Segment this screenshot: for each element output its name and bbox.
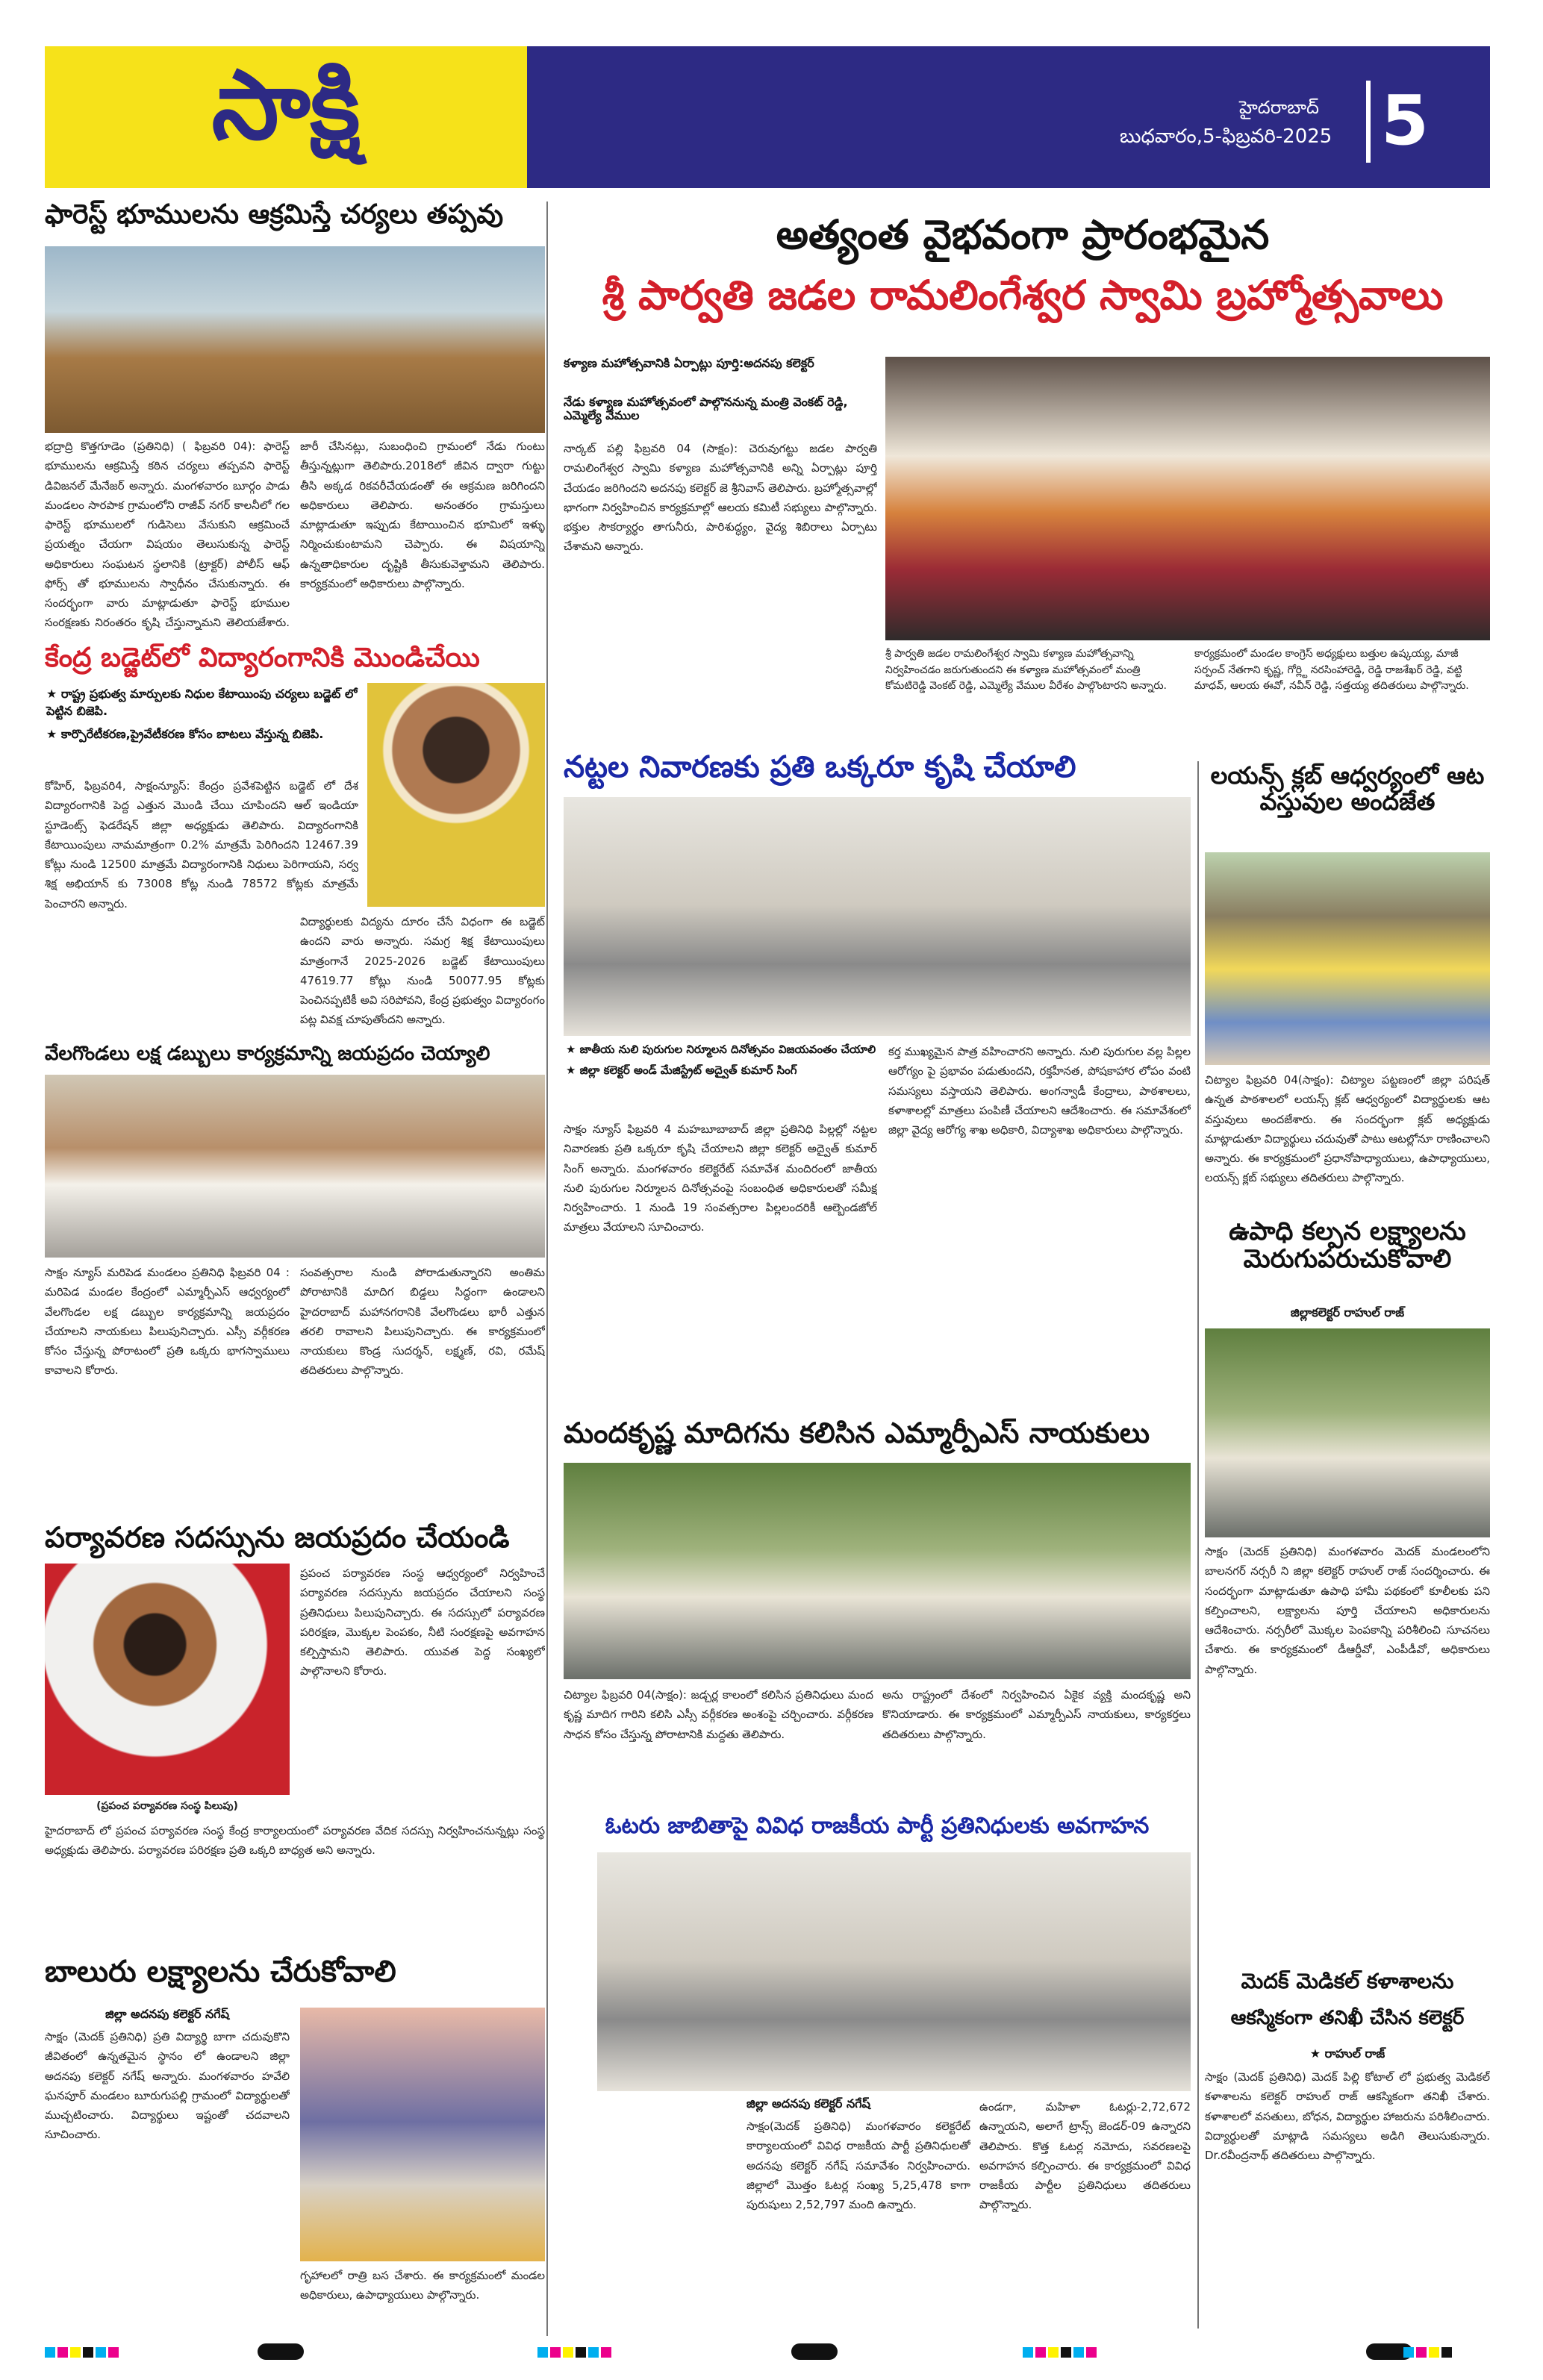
voters-body-left: సాక్షం(మెదక్ ప్రతినిధి) మంగళవారం కలెక్టరేట్ కార్యాలయంలో వివిధ రాజకీయ పార్టీ ప్రతినిధులతో అదనపు కలెక్టర్ నగేష్ సమావేశం నిర్వహించారు. జిల్లాలో మొత్తం ఓటర్ల సంఖ్య 5,25,478 కాగా పురుషులు 2,52,797 మంది ఉన్నారు. xyxy=(746,2120,970,2211)
velagonda-body-left: సాక్షం న్యూస్ మరిపెడ మండలం ప్రతినిధి ఫిబ్రవరి 04 : మరిపెడ మండల కేంద్రంలో ఎమ్మార్పీఎస్ ఆధ్వర్యంలో వేలగొండల లక్ష డబ్బుల కార్యక్రమాన్ని జయప్రదం చేయాలని నాయకులు పిలుపునిచ్చారు. ఎస్సీ వర్గీకరణ కోసం చేస్తున్న పోరాటంలో ప్రతి ఒక్కరు భాగస్వాములు కావాలని కోరారు. xyxy=(45,1266,290,1378)
temple-headline-line1: అత్యంత వైభవంగా ప్రారంభమైన xyxy=(776,211,1270,258)
upadhi-subhead: జిల్లాకలెక్టర్ రాహుల్ రాజ్ xyxy=(1290,1305,1405,1319)
temple-subhead-1: కళ్యాణ మహోత్సవానికి ఏర్పాట్లు పూర్తి:అదనపు కలెక్టర్ xyxy=(564,356,814,370)
medak-headline: మెదక్ మెడికల్ కళాశాలను xyxy=(1241,1969,1454,1993)
masthead-logo xyxy=(45,46,527,188)
voters-photo xyxy=(597,1852,1191,2091)
medak-body: సాక్షం (మెదక్ ప్రతినిధి) మెదక్ పిల్లి కోటాల్ లో ప్రభుత్వ మెడికల్ కళాశాలను కలెక్టర్ రాహుల్ రాజ్ ఆకస్మికంగా తనిఖీ చేశారు. కళాశాలలో వసతులు, బోధన, విద్యార్థుల హాజరును పరిశీలించారు. విద్యార్థులతో మాట్లాడి సమస్యలు అడిగి తెలుసుకున్నారు. Dr.రవీంద్రనాథ్ తదితరులు పాల్గొన్నారు. xyxy=(1205,2070,1490,2162)
color-registration-mark xyxy=(1023,2347,1097,2358)
balalu-headline: బాలురు లక్ష్యాలను చేరుకోవాలి xyxy=(45,1955,396,1989)
lions-headline: లయన్స్ క్లబ్ ఆధ్వర్యంలో ఆట వస్తువుల అందజేత xyxy=(1210,761,1485,816)
lions-body: చిట్యాల ఫిబ్రవరి 04(సాక్షం): చిట్యాల పట్టణంలో జిల్లా పరిషత్ ఉన్నత పాఠశాలలో లయన్స్ క్లబ్ ఆధ్వర్యంలో విద్యార్థులకు ఆట వస్తువులు అందజేశారు. ఈ సందర్భంగా క్లబ్ అధ్యక్షుడు మాట్లాడుతూ విద్యార్థులు చదువుతో పాటు ఆటల్లోనూ రాణించాలని అన్నారు. ఈ కార్యక్రమంలో ప్రధానోపాధ్యాయులు, ఉపాధ్యాయులు, లయన్స్ క్లబ్ సభ్యులు తదితరులు పాల్గొన్నారు. xyxy=(1205,1073,1490,1185)
nattala-bullet: ★ జిల్లా కలెక్టర్ అండ్ మేజిస్ట్రేట్ అద్వైత్ కుమార్ సింగ్ xyxy=(566,1063,797,1077)
forest-body-right: జారీ చేసినట్లు, సుబంధించి గ్రామంలో నేడు గుంటు తీస్తున్నట్లుగా తెలిపారు.2018లో జీవిన ద్వారా గుట్టు తీసి అక్కడ రికవరీచేయడంతో ఈ ఆక్రమణ జరిగిందని అధికారులు తెలిపారు. అనంతరం గ్రామస్తులు మాట్లాడుతూ ఇప్పుడు కేటాయించిన భూమిలో ఇళ్ళు నిర్మించుకుంటామని చెప్పారు. ఈ విషయాన్ని ఉన్నతాధికారుల దృష్టికి తీసుకువెళ్తామని తెలిపారు. కార్యక్రమంలో అధికారులు పాల్గొన్నారు. xyxy=(300,440,545,590)
upadhi-body: సాక్షం (మెదక్ ప్రతినిధి) మంగళవారం మెదక్ మండలంలోని బాలనగర్ నర్సరీ ని జిల్లా కలెక్టర్ రాహుల్ రాజ్ సందర్శించారు. ఈ సందర్భంగా మాట్లాడుతూ ఉపాధి హామీ పథకంలో కూలీలకు పని కల్పించాలని, లక్ష్యాలను పూర్తి చేయాలని అధికారులను ఆదేశించారు. నర్సరీలో మొక్కల పెంపకాన్ని పరిశీలించి సూచనలు చేశారు. ఈ కార్యక్రమంలో డీఆర్డీవో, ఎంపీడీవో, అధికారులు పాల్గొన్నారు. xyxy=(1205,1545,1490,1676)
environment-headline: పర్యావరణ సదస్సును జయప్రదం చేయండి xyxy=(45,1521,510,1554)
temple-body: నార్కట్ పల్లి ఫిబ్రవరి 04 (సాక్షం): చెరువుగట్టు జడల పార్వతి రామలింగేశ్వర స్వామి కళ్యాణ మహోత్సవానికి అన్ని ఏర్పాట్లు పూర్తి చేయడం జరిగిందని అదనపు కలెక్టర్ జె శ్రీనివాస్ తెలిపారు. బ్రహ్మోత్సవాల్లో భాగంగా నిర్వహించిన కార్యక్రమాల్లో ఆలయ కమిటీ సభ్యులు పాల్గొన్నారు. భక్తుల సౌకర్యార్థం తాగునీరు, పారిశుద్ధ్యం, వైద్య శిబిరాలు ఏర్పాటు చేశామని అన్నారు. xyxy=(564,442,877,554)
forest-body-left: భద్రాద్రి కొత్తగూడెం (ప్రతినిధి) ( ఫిబ్రవరి 04): ఫారెస్ట్ భూములను ఆక్రమిస్తే కఠిన చర్యలు తప్పవని ఫారెస్ట్ డివిజనల్ మేనేజర్ అన్నారు. మంగళవారం బూర్గం పాడు మండలం సారపాక గ్రామంలోని రాజీవ్ నగర్ కాలనీలో గల ఫారెస్ట్ భూములలో గుడిసెలు వేసుకుని ఆక్రమించే ప్రయత్నం చేయగా విషయం తెలుసుకున్న ఫారెస్ట్ అధికారులు సంఘటన స్థలానికి (ట్రాక్టర్) పోలీస్ ఆఫ్ ఫోర్స్ తో భూములను స్వాధీనం చేసుకున్నారు. ఈ సందర్భంగా వారు మాట్లాడుతూ ఫారెస్ట్ భూముల సంరక్షణకు నిరంతరం కృషి చేస్తున్నామని తెలియజేశారు. xyxy=(45,440,290,630)
manda-body-right: అను రాష్ట్రంలో దేశంలో నిర్వహించిన ఏకైక వ్యక్తి మందకృష్ణ అని కొనియాడారు. ఈ కార్యక్రమంలో ఎమ్మార్పీఎస్ నాయకులు, కార్యకర్తలు తదితరులు పాల్గొన్నారు. xyxy=(882,1688,1191,1741)
nattala-bullet: ★ జాతీయ నులి పురుగుల నిర్మూలన దినోత్సవం విజయవంతం చేయాలి xyxy=(566,1043,876,1056)
velagonda-headline: వేలగొండలు లక్ష డబ్బులు కార్యక్రమాన్ని జయప్రదం చెయ్యాలి xyxy=(45,1043,490,1065)
budget-bullets xyxy=(46,685,360,743)
forest-headline: ఫారెస్ట్ భూములను ఆక్రమిస్తే చర్యలు తప్పవు xyxy=(45,199,504,230)
upadhi-photo xyxy=(1205,1328,1490,1537)
manda-body-left: చిట్యాల ఫిబ్రవరి 04(సాక్షం): జడ్చర్ల కాలంలో కలిసిన ప్రతినిధులు మంద కృష్ణ మాదిగ గారిని కలిసి ఎస్సీ వర్గీకరణ అంశంపై చర్చించారు. వర్గీకరణ సాధన కోసం చేస్తున్న పోరాటానికి మద్దతు తెలిపారు. xyxy=(564,1688,873,1741)
balalu-body-right: గృహాలలో రాత్రి బస చేశారు. ఈ కార్యక్రమంలో మండల అధికారులు, ఉపాధ్యాయులు పాల్గొన్నారు. xyxy=(300,2269,545,2302)
environment-photo xyxy=(45,1564,290,1795)
registration-oval xyxy=(791,2343,838,2360)
environment-photo-caption: (ప్రపంచ పర్యావరణ సంస్థ పిలుపు) xyxy=(96,1800,238,1812)
nattala-bullets xyxy=(566,1042,887,1079)
velagonda-body-right: సంవత్సరాల నుండి పోరాడుతున్నారని అంతిమ పోరాటానికి మాదిగ బిడ్డలు సిద్ధంగా ఉండాలని హైదరాబాద్ మహానగరానికి వేలగొండలు భారీ ఎత్తున తరలి రావాలని పిలుపునిచ్చారు. ఈ కార్యక్రమంలో నాయకులు కొండ్ర సుదర్శన్, లక్ష్మణ్, రవి, రమేష్ తదితరులు పాల్గొన్నారు. xyxy=(300,1266,545,1378)
velagonda-photo xyxy=(45,1075,545,1258)
edition-date: బుధవారం,5-ఫిబ్రవరి-2025 xyxy=(1120,125,1332,148)
budget-bullet: ★ రాష్ట్ర ప్రభుత్వ మార్పులకు నిధుల కేటాయింపు చర్యలు బడ్జెట్ లో పెట్టిన బిజెపి. xyxy=(46,687,358,719)
nattala-headline: నట్టల నివారణకు ప్రతి ఒక్కరూ కృషి చేయాలి xyxy=(564,750,1076,784)
masthead-band xyxy=(527,46,1490,188)
budget-headline: కేంద్ర బడ్జెట్‌లో విద్యారంగానికి మొండిచేయి xyxy=(45,643,480,673)
nattala-body-right: కర్త ముఖ్యమైన పాత్ర వహించారని అన్నారు. నులి పురుగుల వల్ల పిల్లల ఆరోగ్యం పై ప్రభావం పడుతుందని, రక్తహీనత, పోషకాహార లోపం వంటి సమస్యలు వస్తాయని తెలిపారు. అంగన్వాడీ కేంద్రాలు, పాఠశాలలు, కళాశాలల్లో మాత్రలు పంపిణీ చేయాలని ఆదేశించారు. ఈ సమావేశంలో జిల్లా వైద్య ఆరోగ్య శాఖ అధికారి, విద్యాశాఖ అధికారులు పాల్గొన్నారు. xyxy=(888,1045,1191,1137)
edition-city: హైదరాబాద్ xyxy=(1239,97,1319,118)
balalu-body-left: సాక్షం (మెదక్ ప్రతినిధి) ప్రతి విద్యార్థి బాగా చదువుకొని జీవితంలో ఉన్నతమైన స్థానం లో ఉండాలని జిల్లా అదనపు కలెక్టర్ నగేష్ అన్నారు. మంగళవారం హవేలి ఘనపూర్ మండలం బూరుగుపల్లి గ్రామంలో విద్యార్థులతో ముచ్చటించారు. విద్యార్థులు ఇష్టంతో చదవాలని సూచించారు. xyxy=(45,2030,290,2142)
medak-headline-2: ఆకస్మికంగా తనిఖీ చేసిన కలెక్టర్ xyxy=(1230,2007,1465,2029)
page-number-divider xyxy=(1366,81,1371,163)
temple-headline-line2: శ్రీ పార్వతి జడల రామలింగేశ్వర స్వామి బ్రహ్మోత్సవాలు xyxy=(602,272,1444,319)
newspaper-title: సాక్షి xyxy=(211,50,361,161)
temple-photo-caption: శ్రీ పార్వతి జడల రామలింగేశ్వర స్వామి కళ్యాణ మహోత్సవాన్ని నిర్వహించడం జరుగుతుందని ఈ కళ్యాణ మహోత్సవంలో మంత్రి కోమటిరెడ్డి వెంకట్ రెడ్డి, ఎమ్మెల్యే వేముల వీరేశం పాల్గొంటారని అన్నారు. xyxy=(885,648,1168,693)
color-registration-mark xyxy=(537,2347,611,2358)
budget-portrait xyxy=(367,683,545,907)
environment-body-bottom: హైదరాబాద్ లో ప్రపంచ పర్యావరణ సంస్థ కేంద్ర కార్యాలయంలో పర్యావరణ వేదిక సదస్సు నిర్వహించనున్నట్లు సంస్థ అధ్యక్షుడు తెలిపారు. పర్యావరణ పరిరక్షణ ప్రతి ఒక్కరి బాధ్యత అని అన్నారు. xyxy=(45,1824,545,1858)
color-registration-mark xyxy=(45,2347,119,2358)
budget-body: కోహిర్, ఫిబ్రవరి4, సాక్షంన్యూస్: కేంద్రం ప్రవేశపెట్టిన బడ్జెట్ లో దేశ విద్యారంగానికి పెద్ద ఎత్తున మొండి చేయి చూపిందని ఆల్ ఇండియా స్టూడెంట్స్ ఫెడరేషన్ జిల్లా అధ్యక్షుడు తెలిపారు. విద్యారంగానికి కేటాయింపులు నామమాత్రంగా 0.2% మాత్రమే పెరిగిందని 12467.39 కోట్లు నుండి 12500 మాత్రమే విద్యారంగానికి నిధులు పెరిగాయని, సర్వ శిక్ష అభియాన్ కు 73008 కోట్ల నుండి 78572 కోట్లకు మాత్రమే పెంచారని అన్నారు. xyxy=(45,779,358,911)
color-registration-mark xyxy=(1403,2347,1452,2358)
column-divider xyxy=(1197,761,1199,2329)
column-divider xyxy=(546,202,548,2336)
lions-photo xyxy=(1205,852,1490,1065)
voters-subhead: జిల్లా అదనపు కలెక్టర్ నగేష్ xyxy=(746,2096,870,2111)
budget-body-2: విద్యార్థులకు విద్యను దూరం చేసే విధంగా ఈ బడ్జెట్ ఉందని వారు అన్నారు. సమగ్ర శిక్ష కేటాయింపులు మాత్రంగానే 2025-2026 బడ్జెట్ కేటాయింపులు 47619.77 కోట్లు నుండి 50077.95 కోట్లకు పెంచినప్పటికీ అవి సరిపోవని, కేంద్ర ప్రభుత్వం విద్యారంగం పట్ల వివక్ష చూపుతోందని అన్నారు. xyxy=(300,915,545,1027)
balalu-photo xyxy=(300,2008,545,2261)
voters-headline: ఓటరు జాబితాపై వివిధ రాజకీయ పార్టీ ప్రతినిధులకు అవగాహన xyxy=(605,1813,1150,1839)
nattala-body-left: సాక్షం న్యూస్ ఫిబ్రవరి 4 మహబూబాబాద్ జిల్లా ప్రతినిధి పిల్లల్లో నట్టల నివారణకు ప్రతి ఒక్కరూ కృషి చేయాలని జిల్లా కలెక్టర్ అద్వైత్ కుమార్ సింగ్ అన్నారు. మంగళవారం కలెక్టరేట్ సమావేశ మందిరంలో జాతీయ నులి పురుగుల నిర్మూలన దినోత్సవంపై సంబంధిత అధికారులతో సమీక్ష నిర్వహించారు. 1 నుండి 19 సంవత్సరాల పిల్లలందరికీ ఆల్బెండజోల్ మాత్రలు వేయాలని సూచించారు. xyxy=(564,1122,877,1234)
balalu-subhead: జిల్లా అదనపు కలెక్టర్ నగేష్ xyxy=(105,2007,229,2021)
manda-headline: మందకృష్ణ మాదిగను కలిసిన ఎమ్మార్పీఎస్ నాయకులు xyxy=(564,1417,1150,1449)
manda-photo xyxy=(564,1463,1191,1679)
page-number: 5 xyxy=(1381,81,1430,160)
registration-oval xyxy=(258,2343,304,2360)
medak-bullet: ★ రాహుల్ రాజ్ xyxy=(1309,2046,1385,2061)
voters-body-right: ఉండగా, మహిళా ఓటర్లు-2,72,672 ఉన్నాయని, అలాగే ట్రాన్స్ జెండర్-09 ఉన్నారని తెలిపారు. కొత్త ఓటర్ల నమోదు, సవరణలపై అవగాహన కల్పించారు. ఈ కార్యక్రమంలో వివిధ రాజకీయ పార్టీల ప్రతినిధులు తదితరులు పాల్గొన్నారు. xyxy=(979,2100,1191,2212)
environment-body-right: ప్రపంచ పర్యావరణ సంస్థ ఆధ్వర్యంలో నిర్వహించే పర్యావరణ సదస్సును జయప్రదం చేయాలని సంస్థ ప్రతినిధులు పిలుపునిచ్చారు. ఈ సదస్సులో పర్యావరణ పరిరక్షణ, మొక్కల పెంపకం, నీటి సంరక్షణపై అవగాహన కల్పిస్తామని తెలిపారు. యువత పెద్ద సంఖ్యలో పాల్గొనాలని కోరారు. xyxy=(300,1567,545,1678)
temple-caption-right: కార్యక్రమంలో మండల కాంగ్రెస్ అధ్యక్షులు బత్తుల ఉష్కయ్య, మాజీ సర్పంచ్ నేతగాని కృష్ణ, గోర్ల్టి నరసింహారెడ్డి, రెడ్డి రాజశేఖర్ రెడ్డి, వట్టి మాధవ్, ఆలయ ఈవో, నవీన్ రెడ్డి, సత్తయ్య తదితరులు పాల్గొన్నారు. xyxy=(1194,648,1469,693)
budget-bullet: ★ కార్పొరేటీకరణ,ప్రైవేటీకరణ కోసం బాటలు వేస్తున్న బిజెపి. xyxy=(46,727,324,742)
temple-photo xyxy=(885,357,1490,640)
nattala-photo xyxy=(564,797,1191,1036)
forest-photo xyxy=(45,246,545,433)
temple-subhead-2: నేడు కళ్యాణ మహోత్సవంలో పాల్గొననున్న మంత్రి వెంకట్ రెడ్డి, ఎమ్మెల్యే వేముల xyxy=(564,395,848,422)
upadhi-headline: ఉపాధి కల్పన లక్ష్యాలను మెరుగుపరుచుకోవాలి xyxy=(1229,1216,1466,1275)
